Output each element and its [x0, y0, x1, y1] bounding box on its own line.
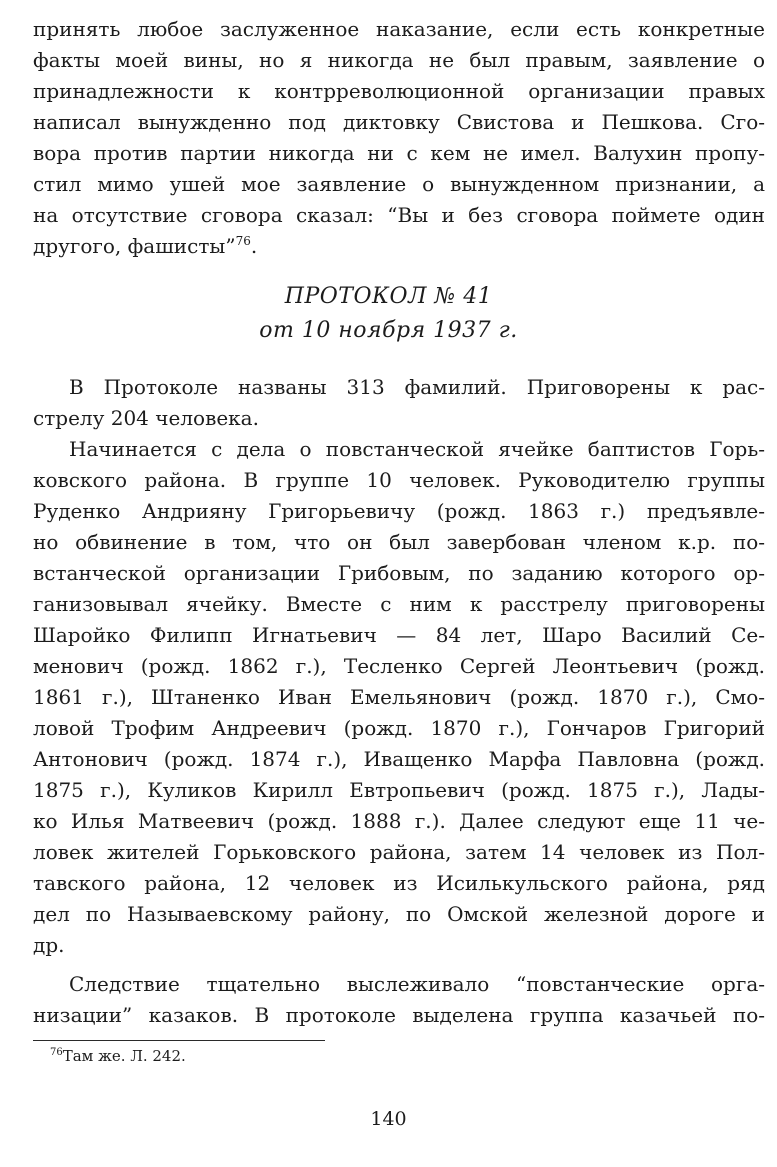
footnote-reference: 76 — [235, 234, 251, 248]
text-line: Антонович (рожд. 1874 г.), Иващенко Марфа Павловна (рожд. — [33, 747, 765, 771]
period: . — [250, 234, 258, 258]
text-line: факты моей вины, но я никогда не был правым, заявление о — [33, 48, 765, 72]
text-line: стил мимо ушей мое заявление о вынужденном признании, а — [33, 172, 765, 196]
text-line: дел по Называевскому району, по Омской железной дороге и — [33, 902, 765, 926]
paragraph — [33, 969, 765, 1031]
text-line: ловек жителей Горьковского района, затем 14 человек из Пол- — [33, 840, 765, 864]
text-line: принадлежности к контрреволюционной организации правых — [33, 79, 765, 103]
paragraph — [33, 434, 765, 961]
protocol-date: от 10 ноября 1937 г. — [259, 318, 518, 343]
text-line: Шаройко Филипп Игнатьевич — 84 лет, Шаро Василий Се- — [33, 623, 765, 647]
text-line: стрелу 204 человека. — [33, 406, 259, 430]
text-line: Начинается с дела о повстанческой ячейке баптистов Горь- — [69, 437, 765, 461]
text-line — [33, 231, 765, 262]
text-line: написал вынужденно под диктовку Свистова и Пешкова. Сго- — [33, 110, 765, 134]
text-line: ко Илья Матвеевич (рожд. 1888 г.). Далее следуют еще 11 че- — [33, 809, 765, 833]
text-line: тавского района, 12 человек из Исилькульского района, ряд — [33, 871, 765, 895]
footnote-number: 76 — [50, 1047, 63, 1058]
text-line: В Протоколе названы 313 фамилий. Приговорены к рас- — [69, 375, 765, 399]
text-line: 1861 г.), Штаненко Иван Емельянович (рожд. 1870 г.), Смо- — [33, 685, 765, 709]
text-line: но обвинение в том, что он был завербован членом к.р. по- — [33, 530, 765, 554]
text-line: вора против партии никогда ни с кем не имел. Валухин пропу- — [33, 141, 765, 165]
text-line: менович (рожд. 1862 г.), Тесленко Сергей Леонтьевич (рожд. — [33, 654, 765, 678]
page-number: 140 — [370, 1108, 407, 1130]
text-line: 1875 г.), Куликов Кирилл Евтропьевич (рожд. 1875 г.), Лады- — [33, 778, 765, 802]
text-line: встанческой организации Грибовым, по заданию которого ор- — [33, 561, 765, 585]
text-line: принять любое заслуженное наказание, если есть конкретные — [33, 17, 765, 41]
footnote-divider — [33, 1040, 325, 1041]
text-line-content: другого, фашисты” — [33, 234, 236, 258]
text-line: ковского района. В группе 10 человек. Руководителю группы — [33, 468, 765, 492]
footnote — [50, 1046, 186, 1066]
text-line: на отсутствие сговора сказал: “Вы и без сговора поймете один — [33, 203, 765, 227]
text-line: Следствие тщательно выслеживало “повстанческие орга- — [69, 972, 765, 996]
text-line: низации” казаков. В протоколе выделена группа казачьей по- — [33, 1003, 765, 1027]
text-line: ганизовывал ячейку. Вместе с ним к расстрелу приговорены — [33, 592, 765, 616]
paragraph-continuation — [33, 14, 765, 262]
protocol-title: ПРОТОКОЛ № 41 — [284, 284, 493, 309]
text-line: др. — [33, 933, 65, 957]
text-line: ловой Трофим Андреевич (рожд. 1870 г.), Гончаров Григорий — [33, 716, 765, 740]
paragraph — [33, 372, 765, 434]
footnote-text: Там же. Л. 242. — [62, 1047, 186, 1065]
text-line: Руденко Андрияну Григорьевичу (рожд. 1863 г.) предъявле- — [33, 499, 765, 523]
